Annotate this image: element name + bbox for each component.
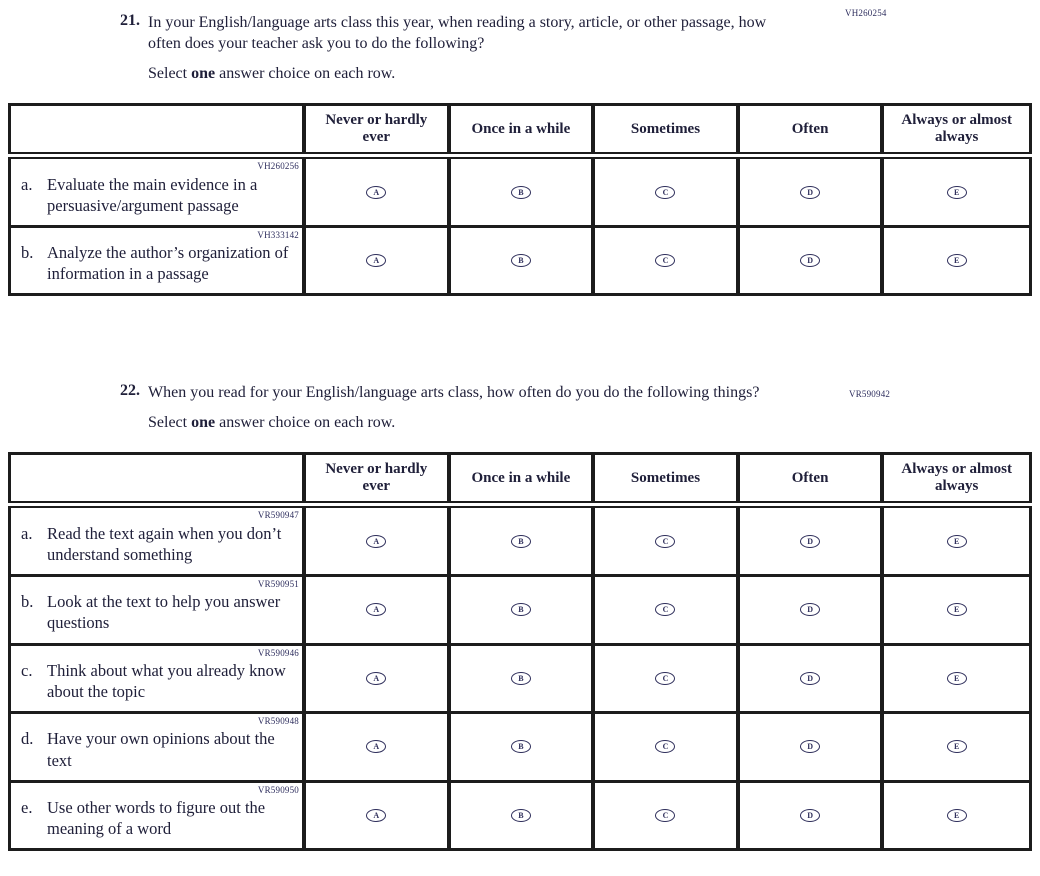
answer-cell	[740, 159, 885, 225]
answer-cell	[306, 783, 451, 849]
answer-oval-c[interactable]	[655, 535, 675, 548]
answer-oval-b[interactable]	[511, 740, 531, 753]
column-header: Once in a while	[451, 455, 596, 501]
row-item-code: VR590946	[257, 647, 299, 658]
answer-oval-b[interactable]	[511, 809, 531, 822]
answer-oval-a[interactable]	[366, 809, 386, 822]
answer-cell	[884, 228, 1029, 294]
row-item-code: VR590948	[257, 716, 299, 727]
answer-cell	[595, 646, 740, 712]
oval-letter: B	[518, 673, 524, 683]
answer-cell	[740, 714, 885, 780]
answer-cell	[595, 159, 740, 225]
question-22-head	[120, 382, 1040, 403]
answer-cell	[740, 646, 885, 712]
oval-letter: D	[807, 742, 813, 752]
answer-oval-b[interactable]	[511, 186, 531, 199]
table-body	[8, 157, 1032, 296]
answer-oval-a[interactable]	[366, 254, 386, 267]
oval-letter: A	[373, 673, 380, 683]
answer-oval-d[interactable]	[800, 809, 820, 822]
oval-letter: D	[807, 810, 813, 820]
instruction-suffix: answer choice on each row.	[215, 65, 396, 83]
answer-oval-e[interactable]	[947, 603, 967, 616]
table-row	[11, 643, 1029, 712]
header-label-cell	[11, 106, 306, 152]
answer-cell	[884, 508, 1029, 574]
answer-oval-e[interactable]	[947, 535, 967, 548]
row-label-cell	[11, 783, 306, 849]
table-header-row	[8, 452, 1032, 503]
oval-letter: B	[518, 810, 524, 820]
row-label-cell	[11, 228, 306, 294]
question-21-prompt: In your English/language arts class this year, when reading a story, article, or other passage, how often does your teacher ask you to do the following?	[148, 14, 767, 53]
question-22-table	[8, 452, 1032, 851]
answer-oval-b[interactable]	[511, 672, 531, 685]
table-row	[11, 508, 1029, 574]
oval-letter: D	[807, 673, 813, 683]
row-item-code: VR590950	[257, 784, 299, 795]
answer-cell	[884, 783, 1029, 849]
answer-cell	[595, 783, 740, 849]
oval-letter: A	[373, 742, 380, 752]
column-header: Always or almost always	[901, 461, 1012, 495]
instruction-suffix: answer choice on each row.	[215, 414, 396, 432]
answer-oval-a[interactable]	[366, 186, 386, 199]
answer-cell	[595, 714, 740, 780]
row-label-cell	[11, 577, 306, 643]
answer-cell	[451, 508, 596, 574]
answer-oval-a[interactable]	[366, 672, 386, 685]
oval-letter: C	[662, 673, 669, 683]
instruction-prefix: Select	[148, 65, 192, 83]
column-header: Often	[740, 455, 885, 501]
oval-letter: B	[518, 536, 524, 546]
oval-letter: A	[373, 810, 380, 820]
row-label	[21, 728, 299, 770]
oval-letter: D	[807, 536, 813, 546]
oval-letter: E	[954, 742, 960, 752]
answer-cell	[740, 508, 885, 574]
oval-letter: C	[662, 810, 669, 820]
answer-cell	[740, 783, 885, 849]
column-header: Sometimes	[595, 455, 740, 501]
table-header-row	[8, 103, 1032, 154]
oval-letter: B	[518, 742, 524, 752]
answer-oval-c[interactable]	[655, 672, 675, 685]
oval-letter: E	[954, 536, 960, 546]
row-letter: a.	[21, 174, 33, 194]
answer-cell	[306, 508, 451, 574]
oval-letter: A	[373, 256, 380, 266]
row-letter: a.	[21, 523, 33, 543]
row-text: Use other words to figure out the meaning of a word	[47, 798, 266, 839]
row-label	[21, 174, 299, 216]
table-row	[11, 711, 1029, 780]
question-21-code: VH260254	[845, 8, 887, 18]
row-label	[21, 523, 299, 565]
answer-oval-e[interactable]	[947, 186, 967, 199]
answer-oval-d[interactable]	[800, 186, 820, 199]
column-header: Never or hardly ever	[306, 455, 451, 501]
answer-cell	[884, 646, 1029, 712]
oval-letter: A	[373, 605, 380, 615]
oval-letter: A	[373, 187, 380, 197]
row-text: Think about what you already know about the topic	[47, 660, 286, 702]
oval-letter: B	[518, 187, 524, 197]
answer-oval-c[interactable]	[655, 809, 675, 822]
question-22-code: VR590942	[849, 389, 891, 399]
answer-oval-b[interactable]	[511, 254, 531, 267]
row-label-cell	[11, 646, 306, 712]
row-item-code: VR590947	[257, 510, 299, 521]
table-row	[11, 159, 1029, 225]
oval-letter: E	[954, 256, 960, 266]
answer-cell	[306, 714, 451, 780]
column-header: Always or almost always	[901, 111, 1012, 146]
oval-letter: B	[518, 605, 524, 615]
row-label	[21, 591, 299, 633]
oval-letter: E	[954, 187, 960, 197]
question-22-prompt: When you read for your English/language arts class, how often do you do the following things?	[148, 384, 760, 402]
answer-oval-c[interactable]	[655, 603, 675, 616]
oval-letter: E	[954, 605, 960, 615]
oval-letter: B	[518, 256, 524, 266]
row-label-cell	[11, 159, 306, 225]
answer-oval-e[interactable]	[947, 740, 967, 753]
oval-letter: A	[373, 536, 380, 546]
oval-letter: C	[662, 605, 669, 615]
answer-oval-a[interactable]	[366, 603, 386, 616]
oval-letter: D	[807, 187, 813, 197]
oval-letter: D	[807, 256, 813, 266]
column-header: Often	[740, 106, 885, 152]
question-21-number: 21.	[120, 12, 140, 29]
answer-oval-c[interactable]	[655, 186, 675, 199]
answer-oval-e[interactable]	[947, 672, 967, 685]
question-21-table	[8, 103, 1032, 296]
oval-letter: E	[954, 673, 960, 683]
answer-cell	[595, 577, 740, 643]
column-header: Once in a while	[451, 106, 596, 152]
row-label	[21, 242, 299, 284]
answer-oval-b[interactable]	[511, 603, 531, 616]
table-body	[8, 506, 1032, 851]
answer-oval-d[interactable]	[800, 254, 820, 267]
row-label	[21, 797, 299, 839]
table-row	[11, 780, 1029, 849]
oval-letter: C	[662, 187, 669, 197]
row-letter: b.	[21, 243, 34, 263]
answer-oval-d[interactable]	[800, 603, 820, 616]
question-22-number: 22.	[120, 382, 140, 400]
row-text: Analyze the author’s organization of information in a passage	[47, 243, 289, 284]
answer-oval-c[interactable]	[655, 740, 675, 753]
row-item-code: VR590951	[257, 579, 299, 590]
row-text: Evaluate the main evidence in a persuasive/argument passage	[47, 174, 258, 215]
oval-letter: E	[954, 810, 960, 820]
oval-letter: D	[807, 605, 813, 615]
answer-oval-d[interactable]	[800, 535, 820, 548]
row-item-code: VH333142	[257, 229, 299, 240]
answer-cell	[451, 577, 596, 643]
answer-cell	[740, 228, 885, 294]
answer-cell	[451, 159, 596, 225]
row-letter: e.	[21, 798, 33, 818]
header-label-cell	[11, 455, 306, 501]
answer-oval-b[interactable]	[511, 535, 531, 548]
question-21	[0, 0, 1040, 296]
row-label-cell	[11, 714, 306, 780]
table-row	[11, 225, 1029, 294]
answer-cell	[884, 577, 1029, 643]
question-22-instruction	[148, 414, 1040, 432]
question-21-head	[120, 12, 1040, 54]
row-text: Look at the text to help you answer questions	[47, 592, 281, 633]
row-text: Read the text again when you don’t understand something	[47, 523, 282, 564]
column-header: Sometimes	[595, 106, 740, 152]
answer-oval-e[interactable]	[947, 809, 967, 822]
row-letter: c.	[21, 660, 33, 680]
oval-letter: C	[662, 256, 669, 266]
question-21-instruction	[148, 65, 1040, 83]
answer-cell	[884, 714, 1029, 780]
oval-letter: C	[662, 742, 669, 752]
answer-cell	[451, 783, 596, 849]
table-row	[11, 574, 1029, 643]
answer-oval-e[interactable]	[947, 254, 967, 267]
answer-cell	[451, 646, 596, 712]
answer-cell	[884, 159, 1029, 225]
instruction-bold-word: one	[191, 65, 216, 83]
answer-cell	[306, 228, 451, 294]
column-header: Never or hardly ever	[306, 106, 451, 152]
row-letter: d.	[21, 729, 34, 749]
row-text: Have your own opinions about the text	[47, 729, 275, 770]
answer-cell	[595, 508, 740, 574]
answer-cell	[306, 159, 451, 225]
row-label	[21, 660, 299, 702]
answer-cell	[306, 646, 451, 712]
row-label-cell	[11, 508, 306, 574]
answer-cell	[306, 577, 451, 643]
answer-cell	[451, 228, 596, 294]
answer-oval-c[interactable]	[655, 254, 675, 267]
answer-cell	[451, 714, 596, 780]
row-letter: b.	[21, 592, 34, 612]
instruction-prefix: Select	[148, 414, 192, 432]
answer-oval-d[interactable]	[800, 740, 820, 753]
question-22	[0, 296, 1040, 851]
answer-cell	[740, 577, 885, 643]
answer-oval-a[interactable]	[366, 740, 386, 753]
instruction-bold-word: one	[191, 414, 216, 432]
row-item-code: VH260256	[257, 161, 299, 172]
answer-cell	[595, 228, 740, 294]
oval-letter: C	[662, 536, 669, 546]
answer-oval-a[interactable]	[366, 535, 386, 548]
answer-oval-d[interactable]	[800, 672, 820, 685]
